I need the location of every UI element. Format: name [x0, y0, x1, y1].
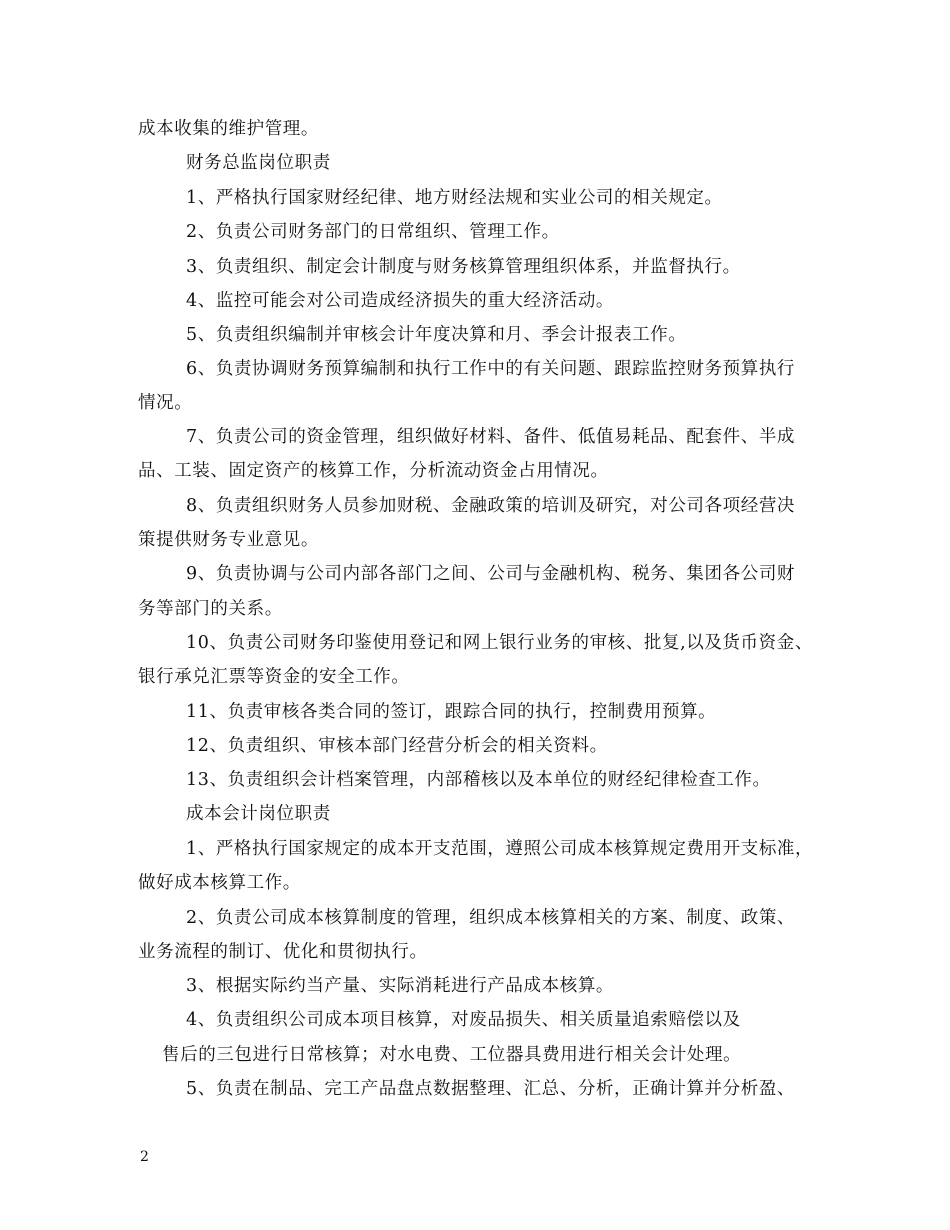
text-line: 7、负责公司的资金管理，组织做好材料、备件、低值易耗品、配套件、半成 — [186, 427, 796, 447]
text-line: 9、负责协调与公司内部各部门之间、公司与金融机构、税务、集团各公司财 — [186, 564, 796, 584]
text-line: 5、负责组织编制并审核会计年度决算和月、季会计报表工作。 — [186, 325, 687, 345]
text-line: 2、负责公司成本核算制度的管理，组织成本核算相关的方案、制度、政策、 — [186, 908, 796, 928]
text-line: 银行承兑汇票等资金的安全工作。 — [138, 667, 410, 687]
text-line: 11、负责审核各类合同的签订，跟踪合同的执行，控制费用预算。 — [186, 702, 717, 722]
text-line: 6、负责协调财务预算编制和执行工作中的有关问题、跟踪监控财务预算执行 — [186, 359, 796, 379]
text-line: 1、严格执行国家规定的成本开支范围，遵照公司成本核算规定费用开支标准， — [186, 839, 814, 859]
text-line: 2、负责公司财务部门的日常组织、管理工作。 — [186, 222, 560, 242]
text-line: 4、监控可能会对公司造成经济损失的重大经济活动。 — [186, 291, 615, 311]
text-line: 情况。 — [138, 393, 193, 413]
text-line: 成本会计岗位职责 — [186, 804, 331, 824]
text-line: 售后的三包进行日常核算；对水电费、工位器具费用进行相关会计处理。 — [162, 1045, 742, 1065]
text-line: 10、负责公司财务印鉴使用登记和网上银行业务的审核、批复,以及货币资金、 — [186, 633, 813, 653]
text-line: 做好成本核算工作。 — [138, 873, 301, 893]
text-line: 4、负责组织公司成本项目核算，对废品损失、相关质量追索赔偿以及 — [186, 1010, 741, 1030]
text-line: 3、根据实际约当产量、实际消耗进行产品成本核算。 — [186, 976, 615, 996]
text-line: 策提供财务专业意见。 — [138, 530, 319, 550]
text-line: 品、工装、固定资产的核算工作，分析流动资金占用情况。 — [138, 461, 609, 481]
text-line: 3、负责组织、制定会计制度与财务核算管理组织体系，并监督执行。 — [186, 257, 741, 277]
text-line: 业务流程的制订、优化和贯彻执行。 — [138, 942, 428, 962]
page-number: 2 — [140, 1149, 149, 1165]
text-line: 8、负责组织财务人员参加财税、金融政策的培训及研究，对公司各项经营决 — [186, 496, 796, 516]
text-line: 1、严格执行国家财经纪律、地方财经法规和实业公司的相关规定。 — [186, 188, 723, 208]
text-line: 务等部门的关系。 — [138, 599, 283, 619]
text-line: 12、负责组织、审核本部门经营分析会的相关资料。 — [186, 736, 608, 756]
text-line: 13、负责组织会计档案管理，内部稽核以及本单位的财经纪律检查工作。 — [186, 770, 771, 790]
text-line: 财务总监岗位职责 — [186, 153, 331, 173]
text-line: 成本收集的维护管理。 — [138, 119, 319, 139]
text-line: 5、负责在制品、完工产品盘点数据整理、汇总、分析，正确计算并分析盈、 — [186, 1079, 796, 1099]
